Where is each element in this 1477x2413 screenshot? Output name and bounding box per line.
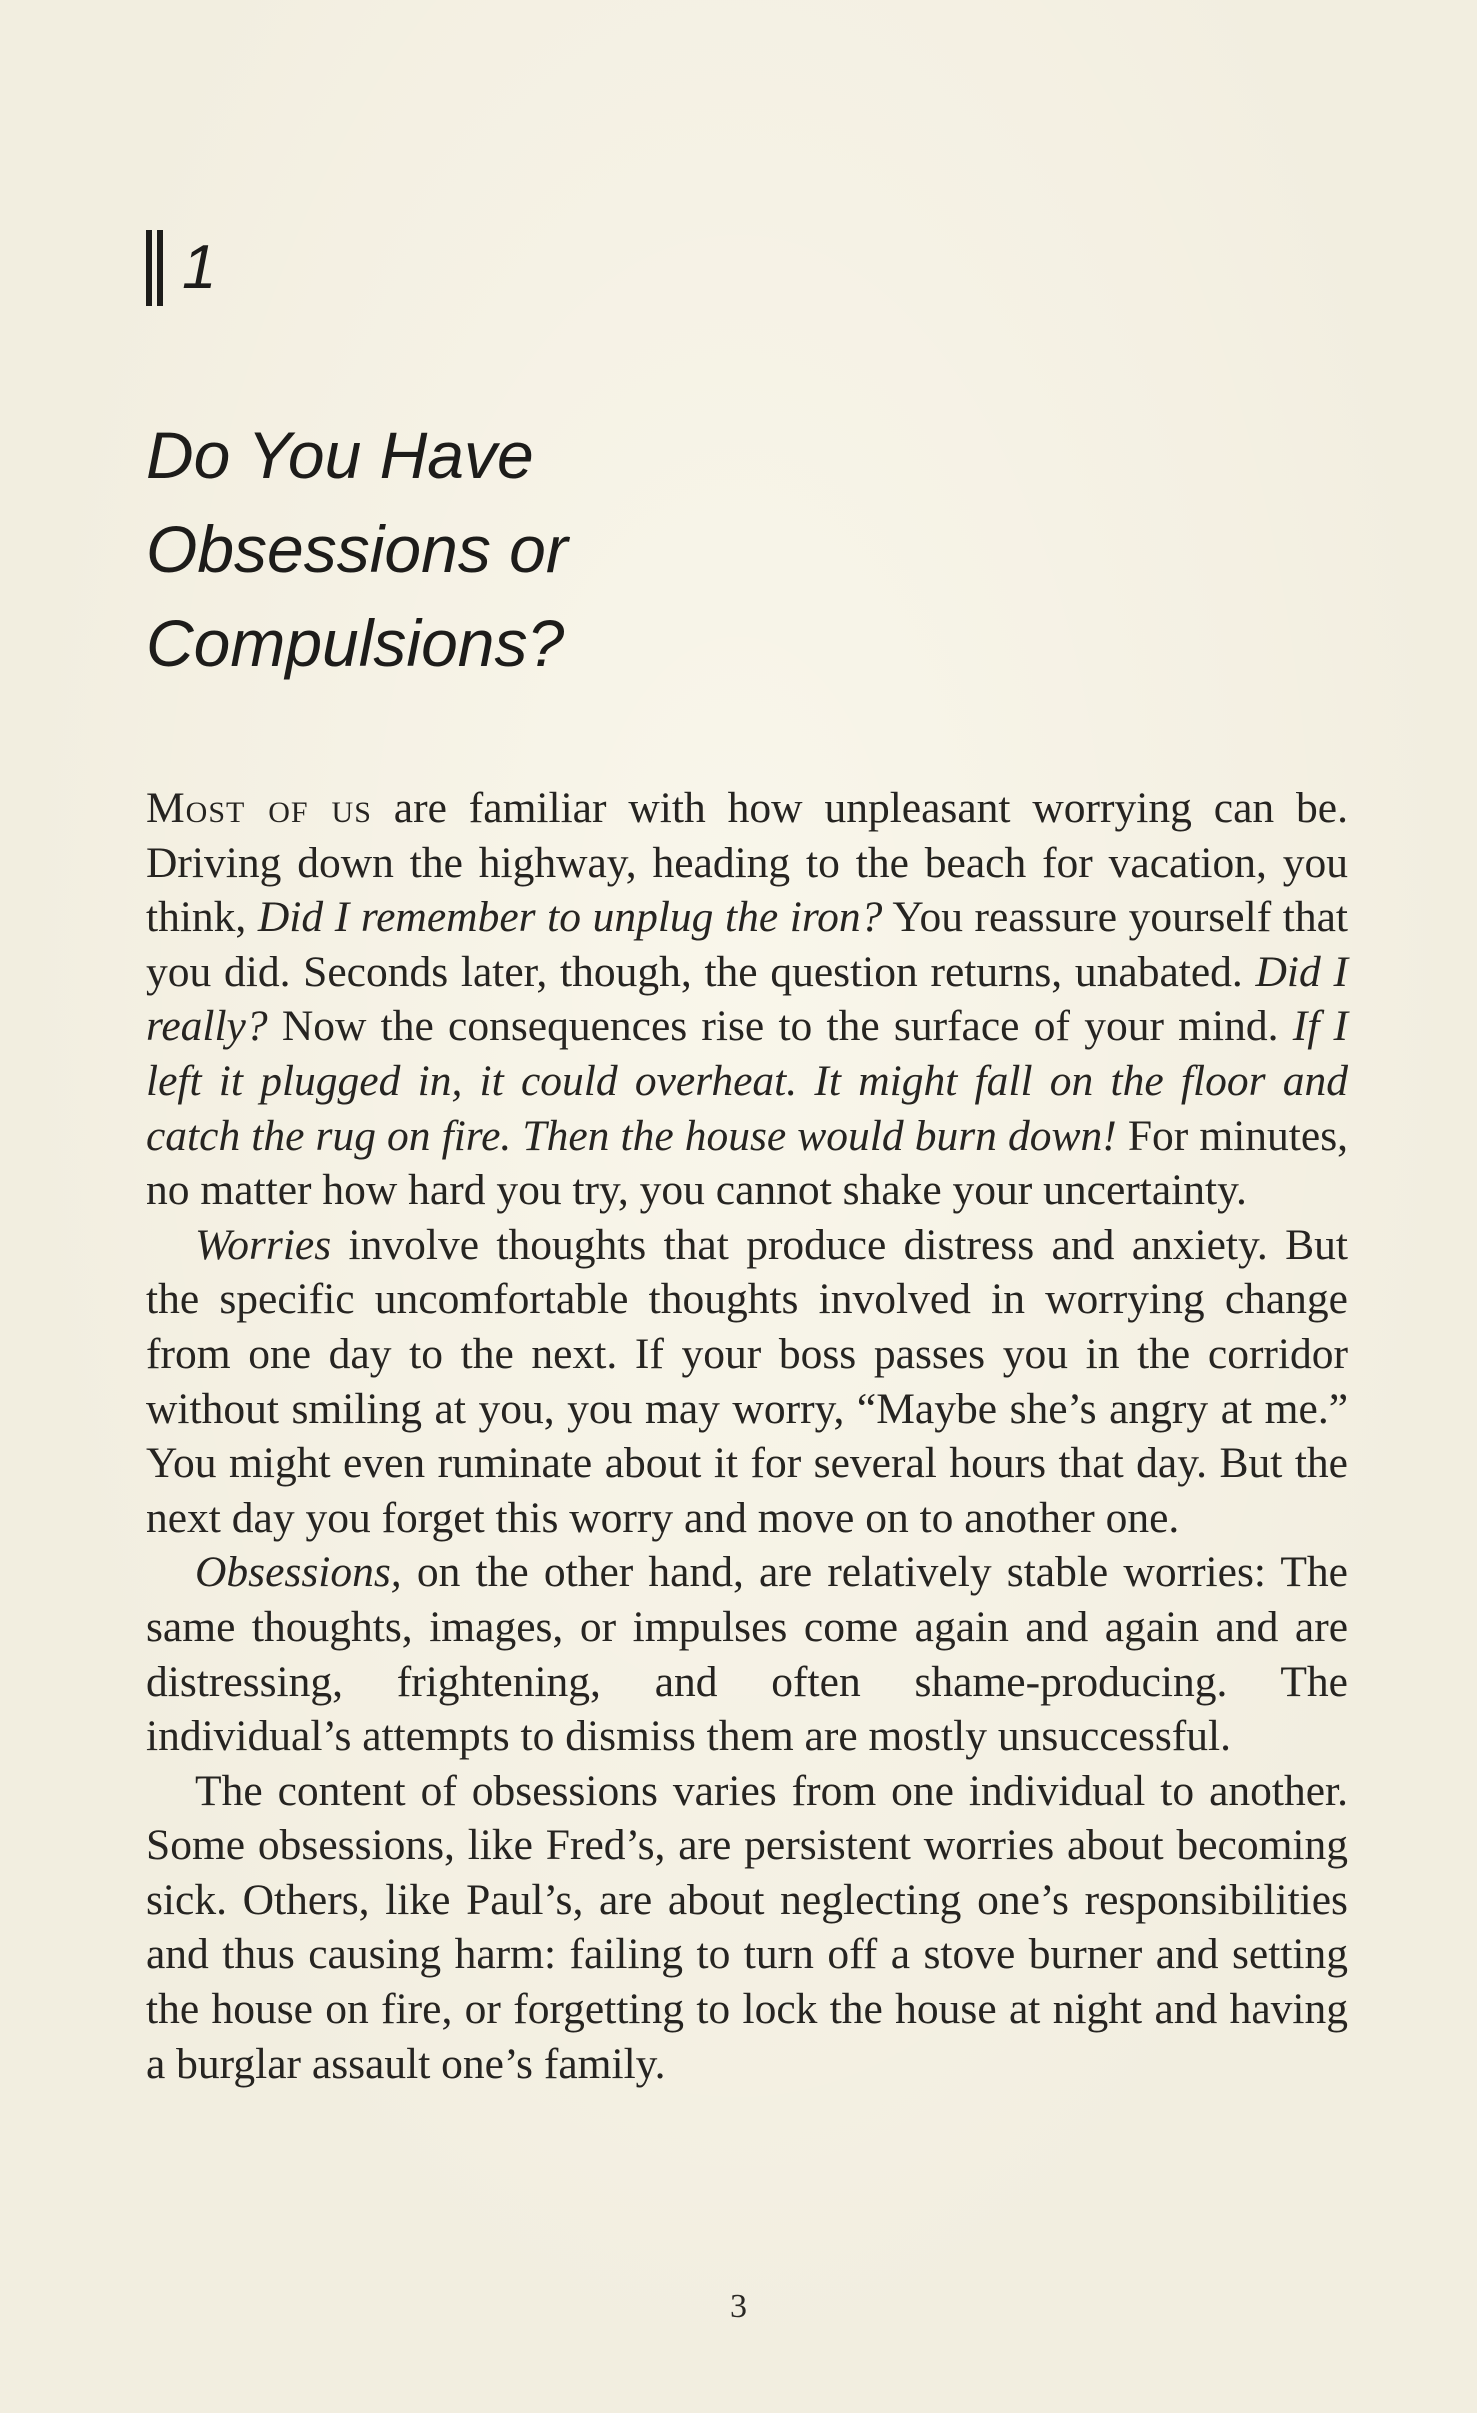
body-paragraph xyxy=(146,1218,1348,1546)
chapter-marker xyxy=(146,228,216,308)
italic-text: Worries xyxy=(195,1220,332,1269)
body-paragraph xyxy=(146,781,1348,1218)
body-text xyxy=(146,781,1348,2091)
italic-text: Did I really? xyxy=(146,947,1348,1051)
text-run: For minutes, no matter how hard you try, you cannot shake your uncertainty. xyxy=(146,1111,1348,1215)
text-run: on the other hand, are relatively stable worries: The same thoughts, images, or impulses come again and again and are distressing, frightening, and often shame-producing. The individual’s attempts to dismiss them are mostly unsuccessful. xyxy=(146,1548,1348,1761)
italic-text: Did I remember to unplug the iron? xyxy=(257,893,883,942)
chapter-title-line: Compulsions? xyxy=(146,606,565,680)
chapter-title-line: Obsessions or xyxy=(146,512,568,586)
page-number: 3 xyxy=(730,2288,747,2325)
chapter-rule-icon xyxy=(157,230,163,306)
text-run: are familiar with how unpleasant worrying can be. Driving down the highway, heading to the beach for vacation, you think, xyxy=(146,784,1348,942)
chapter-title-line: Do You Have xyxy=(146,418,534,492)
text-run: You reassure yourself that you did. Seconds later, though, the question returns, unabated. xyxy=(146,893,1348,996)
body-paragraph xyxy=(146,1545,1348,1763)
text-run: The content of obsessions varies from one individual to another. Some obsessions, like Fred’s, are persistent worries about becoming sick. Others, like Paul’s, are about neglecting one’s responsibilities and thus causing harm: failing to turn off a stove burner and setting the house on fire, or forgetting to lock the house at night and having a burglar assault one’s family. xyxy=(146,1766,1348,2088)
chapter-rule-icon xyxy=(146,230,152,306)
paragraph-lead-in: Most of us xyxy=(146,784,372,832)
text-run: involve thoughts that produce distress and anxiety. But the specific uncomfortable thoughts involved in worrying change from one day to the next. If your boss passes you in the corridor without smiling at you, you may worry, “Maybe she’s angry at me.” You might even ruminate about it for several hours that day. But the next day you forget this worry and move on to another one. xyxy=(146,1220,1348,1542)
text-run: Now the consequences rise to the surface of your mind. xyxy=(267,1002,1293,1051)
italic-text: If I left it plugged in, it could overheat. It might fall on the floor and catch the rug on fire. Then the house would burn down! xyxy=(146,1002,1348,1160)
chapter-title xyxy=(146,408,1046,690)
italic-text: Obsessions, xyxy=(195,1548,402,1597)
chapter-number: 1 xyxy=(182,233,217,302)
body-paragraph xyxy=(146,1764,1348,2092)
